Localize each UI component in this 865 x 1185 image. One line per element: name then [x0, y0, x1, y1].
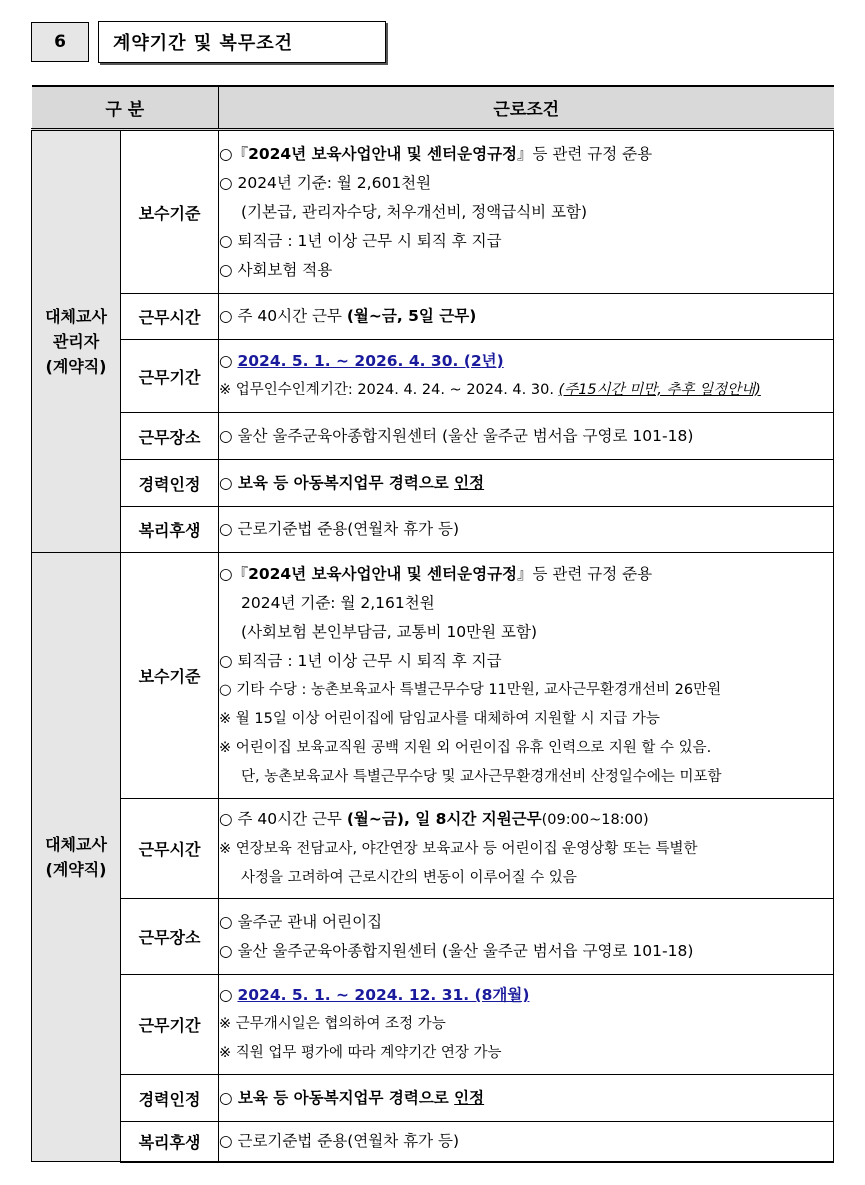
- row-content: ○『2024년 보육사업안내 및 센터운영규정』등 관련 규정 준용 ○ 2024년 기준: 월 2,601천원 (기본급, 관리자수당, 처우개선비, 정액급식비 포함) ○ 퇴직금 : 1년 이상 근무 시 퇴직 후 지급 ○ 사회보험 적용: [219, 130, 834, 294]
- table-row: [32, 294, 834, 340]
- table-row: [32, 340, 834, 413]
- row-category: 근무장소: [121, 899, 219, 975]
- row-content: ○ 울주군 관내 어린이집 ○ 울산 울주군육아종합지원센터 (울산 울주군 범서읍 구영로 101-18): [219, 899, 834, 975]
- row-content: ○『2024년 보육사업안내 및 센터운영규정』등 관련 규정 준용 2024년 기준: 월 2,161천원 (사회보험 본인부담금, 교통비 10만원 포함) ○ 퇴직금 : 1년 이상 근무 시 퇴직 후 지급 ○ 기타 수당 : 농촌보육교사 특별근무수당 11만원, 교사근무환경개선비 26만원 ※ 월 15일 이상 어린이집에 담임교사를 대체하여 지원할 시 지급 가능 ※ 어린이집 보육교직원 공백 지원 외 어린이집 유휴 인력으로 지원 할 수 있음. 단, 농촌보육교사 특별근무수당 및 교사근무환경개선비 산정일수에는 미포함: [219, 553, 834, 799]
- row-category: 근무시간: [121, 799, 219, 899]
- header-conditions: 근로조건: [219, 86, 834, 130]
- row-category: 복리후생: [121, 507, 219, 553]
- row-category: 근무기간: [121, 340, 219, 413]
- table-row: [32, 130, 834, 294]
- table-row: [32, 799, 834, 899]
- row-category: 경력인정: [121, 460, 219, 507]
- row-content: ○ 2024. 5. 1. ~ 2026. 4. 30. (2년) ※ 업무인수인계기간: 2024. 4. 24. ~ 2024. 4. 30. (주15시간 미만, 추후 일정안내): [219, 340, 834, 413]
- row-category: 복리후생: [121, 1122, 219, 1162]
- header-category: 구 분: [32, 86, 219, 130]
- row-category: 근무시간: [121, 294, 219, 340]
- group-label-manager: 대체교사 관리자 (계약직): [32, 130, 121, 553]
- row-content: ○ 근로기준법 준용(연월차 휴가 등): [219, 1122, 834, 1162]
- table-row: [32, 975, 834, 1075]
- row-content: ○ 근로기준법 준용(연월차 휴가 등): [219, 507, 834, 553]
- work-conditions-table: [31, 85, 834, 1163]
- row-category: 근무장소: [121, 413, 219, 460]
- row-content: ○ 울산 울주군육아종합지원센터 (울산 울주군 범서읍 구영로 101-18): [219, 413, 834, 460]
- section-title: 계약기간 및 복무조건: [98, 21, 386, 63]
- row-category: 보수기준: [121, 553, 219, 799]
- table-row: [32, 899, 834, 975]
- table-row: [32, 507, 834, 553]
- row-content: ○ 주 40시간 근무 (월~금), 일 8시간 지원근무(09:00~18:00) ※ 연장보육 전담교사, 야간연장 보육교사 등 어린이집 운영상황 또는 특별한 사정을 고려하여 근로시간의 변동이 이루어질 수 있음: [219, 799, 834, 899]
- contract-period-link: 2024. 5. 1. ~ 2024. 12. 31. (8개월): [237, 986, 530, 1004]
- section-number: 6: [31, 22, 89, 62]
- table-row: [32, 553, 834, 799]
- contract-period-link: 2024. 5. 1. ~ 2026. 4. 30. (2년): [237, 352, 504, 370]
- row-category: 보수기준: [121, 130, 219, 294]
- table-header-row: [32, 86, 834, 130]
- table-row: [32, 1075, 834, 1122]
- table-row: [32, 1122, 834, 1162]
- table-row: [32, 460, 834, 507]
- row-content: ○ 주 40시간 근무 (월~금, 5일 근무): [219, 294, 834, 340]
- row-content: ○ 보육 등 아동복지업무 경력으로 인정: [219, 460, 834, 507]
- group-label-teacher: 대체교사 (계약직): [32, 553, 121, 1162]
- row-content: ○ 2024. 5. 1. ~ 2024. 12. 31. (8개월) ※ 근무개시일은 협의하여 조정 가능 ※ 직원 업무 평가에 따라 계약기간 연장 가능: [219, 975, 834, 1075]
- row-category: 근무기간: [121, 975, 219, 1075]
- table-row: [32, 413, 834, 460]
- row-category: 경력인정: [121, 1075, 219, 1122]
- row-content: ○ 보육 등 아동복지업무 경력으로 인정: [219, 1075, 834, 1122]
